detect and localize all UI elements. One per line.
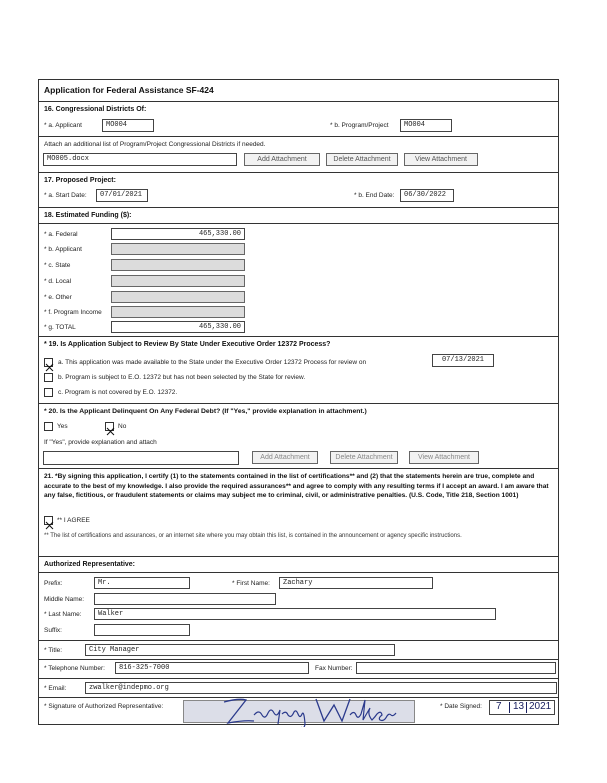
- first-name-field[interactable]: Zachary: [279, 577, 433, 589]
- middle-name-label: Middle Name:: [44, 596, 85, 603]
- checkmark-x-icon: [106, 427, 115, 436]
- title-field[interactable]: City Manager: [85, 644, 395, 656]
- certification-note: ** The list of certifications and assurances, or an internet site where you may obtain this list, is contained in the announcement or agency specific instructions.: [44, 533, 462, 539]
- funding-total-label: * g. TOTAL: [44, 324, 76, 331]
- eo-option-c-checkbox[interactable]: [44, 388, 53, 397]
- form-title: Application for Federal Assistance SF-424: [44, 85, 214, 95]
- funding-other-label: * e. Other: [44, 294, 72, 301]
- divider: [38, 640, 559, 641]
- certification-statement: 21. *By signing this application, I certify (1) to the statements contained in the list of certifications** and (2) that the statements herein are true, complete and accurate to the best of my knowledge. I also provide the required assurances** and agree to comply with any resulting terms if I accept an award. I am aware that any false, fictitious, or fraudulent statements or claims may subject me to criminal, civil, or administrative penalties. (U.S. Code, Title 218, Section 1001): [44, 473, 549, 499]
- eo-option-a-label: a. This application was made available to the State under the Executive Order 12372 Process for review on: [58, 359, 367, 366]
- eo-option-a-checkbox[interactable]: [44, 358, 53, 367]
- date-signed-year: 2021: [529, 701, 552, 712]
- divider: [38, 172, 559, 173]
- view-attachment-button[interactable]: View Attachment: [404, 153, 478, 166]
- funding-state-label: * c. State: [44, 262, 71, 269]
- divider: [38, 136, 559, 137]
- date-signed-field[interactable]: [489, 700, 555, 715]
- divider: [38, 223, 559, 224]
- attach-districts-label: Attach an additional list of Program/Project Congressional Districts if needed.: [44, 141, 266, 148]
- funding-state-field[interactable]: [111, 259, 245, 271]
- funding-applicant-label: * b. Applicant: [44, 246, 82, 253]
- eo-option-b-checkbox[interactable]: [44, 373, 53, 382]
- divider: [38, 678, 559, 679]
- section-18-heading: 18. Estimated Funding ($):: [44, 212, 132, 219]
- applicant-district-field[interactable]: MO004: [102, 119, 154, 132]
- end-date-label: * b. End Date:: [354, 192, 395, 199]
- funding-program-income-label: * f. Program Income: [44, 309, 102, 316]
- debt-explanation-label: If "Yes", provide explanation and attach: [44, 439, 157, 446]
- funding-applicant-field[interactable]: [111, 243, 245, 255]
- telephone-label: * Telephone Number:: [44, 665, 105, 672]
- debt-no-label: No: [118, 423, 127, 430]
- agree-label: ** I AGREE: [57, 517, 90, 524]
- divider: [38, 101, 559, 102]
- date-separator: [526, 702, 527, 713]
- funding-other-field[interactable]: [111, 291, 245, 303]
- funding-local-label: * d. Local: [44, 278, 72, 285]
- debt-yes-checkbox[interactable]: [44, 422, 53, 431]
- first-name-label: * First Name:: [232, 580, 270, 587]
- prefix-label: Prefix:: [44, 580, 63, 587]
- start-date-field[interactable]: 07/01/2021: [96, 189, 148, 202]
- attached-file-field[interactable]: MO005.docx: [43, 153, 237, 166]
- form-border-left: [38, 79, 39, 724]
- start-date-label: * a. Start Date:: [44, 192, 87, 199]
- divider: [38, 572, 559, 573]
- signature-field[interactable]: [183, 700, 415, 723]
- debt-yes-label: Yes: [57, 423, 68, 430]
- form-border-top: [38, 79, 559, 80]
- eo-option-c-label: c. Program is not covered by E.O. 12372.: [58, 389, 178, 396]
- fax-label: Fax Number:: [315, 665, 353, 672]
- telephone-field[interactable]: 816-325-7000: [115, 662, 309, 674]
- divider: [38, 336, 559, 337]
- signature-label: * Signature of Authorized Representative:: [44, 703, 164, 710]
- prefix-field[interactable]: Mr.: [94, 577, 190, 589]
- funding-federal-field[interactable]: 465,330.00: [111, 228, 245, 240]
- end-date-field[interactable]: 06/30/2022: [400, 189, 454, 202]
- debt-view-attachment-button[interactable]: View Attachment: [409, 451, 479, 464]
- funding-local-field[interactable]: [111, 275, 245, 287]
- program-district-field[interactable]: MO004: [400, 119, 452, 132]
- section-20-heading: * 20. Is the Applicant Delinquent On Any Federal Debt? (If "Yes," provide explanation in attachment.): [44, 408, 367, 415]
- debt-no-checkbox[interactable]: [105, 422, 114, 431]
- agree-checkbox[interactable]: [44, 516, 53, 525]
- section-17-heading: 17. Proposed Project:: [44, 177, 116, 184]
- delete-attachment-button[interactable]: Delete Attachment: [326, 153, 398, 166]
- funding-total-field[interactable]: 465,330.00: [111, 321, 245, 333]
- debt-delete-attachment-button[interactable]: Delete Attachment: [330, 451, 398, 464]
- funding-federal-label: * a. Federal: [44, 231, 78, 238]
- handwritten-signature: [184, 693, 416, 727]
- email-label: * Email:: [44, 685, 67, 692]
- debt-add-attachment-button[interactable]: Add Attachment: [252, 451, 318, 464]
- suffix-label: Suffix:: [44, 627, 62, 634]
- suffix-field[interactable]: [94, 624, 190, 636]
- date-signed-month: 7: [496, 701, 502, 712]
- applicant-district-label: * a. Applicant: [44, 122, 82, 129]
- section-19-heading: * 19. Is Application Subject to Review By State Under Executive Order 12372 Process?: [44, 341, 331, 348]
- date-signed-label: * Date Signed:: [440, 703, 482, 710]
- date-separator: [509, 702, 510, 713]
- divider: [38, 659, 559, 660]
- funding-program-income-field[interactable]: [111, 306, 245, 318]
- section-16-heading: 16. Congressional Districts Of:: [44, 106, 147, 113]
- last-name-label: * Last Name:: [44, 611, 82, 618]
- eo-option-b-label: b. Program is subject to E.O. 12372 but has not been selected by the State for review.: [58, 374, 306, 381]
- email-field[interactable]: zwalker@indepmo.org: [85, 682, 557, 694]
- date-signed-day: 13: [513, 701, 525, 712]
- authorized-rep-heading: Authorized Representative:: [44, 561, 136, 568]
- form-border-right: [558, 79, 559, 724]
- divider: [38, 556, 559, 557]
- last-name-field[interactable]: Walker: [94, 608, 496, 620]
- middle-name-field[interactable]: [94, 593, 276, 605]
- checkmark-x-icon: [45, 363, 54, 372]
- eo-review-date-field[interactable]: 07/13/2021: [432, 354, 494, 367]
- debt-explanation-file-field[interactable]: [43, 451, 239, 465]
- fax-field[interactable]: [356, 662, 556, 674]
- checkmark-x-icon: [45, 521, 54, 530]
- program-district-label: * b. Program/Project: [330, 122, 389, 129]
- add-attachment-button[interactable]: Add Attachment: [244, 153, 320, 166]
- title-label: * Title:: [44, 647, 63, 654]
- divider: [38, 207, 559, 208]
- divider: [38, 403, 559, 404]
- divider: [38, 468, 559, 469]
